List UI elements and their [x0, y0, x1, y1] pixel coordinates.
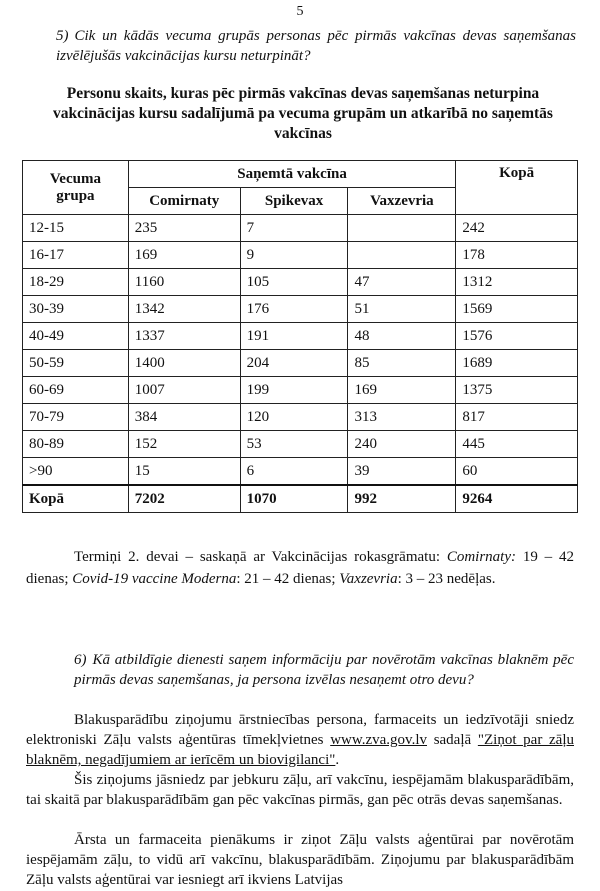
paragraph-1-after: .	[335, 752, 340, 768]
cell-vaxzevria	[348, 215, 456, 242]
table-row	[23, 269, 578, 296]
cell-comirnaty: 1007	[128, 377, 240, 404]
cell-comirnaty: 152	[128, 431, 240, 458]
cell-comirnaty: 7202	[128, 485, 240, 513]
cell-vaxzevria: 85	[348, 350, 456, 377]
paragraph-3-text: Ārsta un farmaceita pienākums ir ziņot Zāļu valsts aģentūrai par novērotām iespējamām zāļu, to vidū arī vakcīnu, blakusparādībām. Ziņojumu par blakusparādībām Zāļu valsts aģentūrai var iesniegt arī ikviens Latvijas	[26, 832, 574, 888]
cell-age: 18-29	[23, 269, 129, 296]
terms-vaxzevria-range: : 3 – 23 nedēļas.	[397, 571, 496, 587]
paragraph-obligation	[26, 830, 574, 890]
cell-total: 1689	[456, 350, 578, 377]
vaccination-table	[22, 160, 578, 513]
cell-vaxzevria: 313	[348, 404, 456, 431]
second-dose-terms	[26, 546, 574, 590]
report-section-link[interactable]: "Ziņot par zāļu blaknēm, negadījumiem ar ierīcēm un biovigilanci"	[26, 732, 574, 768]
header-comirnaty: Comirnaty	[128, 188, 240, 215]
question-6-text: Kā atbildīgie dienesti saņem informāciju par novērotām vakcīnas blaknēm pēc pirmās devas saņemšanas, ja persona izvēlas nesaņemt otro devu?	[74, 652, 574, 688]
cell-vaxzevria: 48	[348, 323, 456, 350]
table-row	[23, 458, 578, 486]
terms-moderna: Covid-19 vaccine Moderna	[72, 571, 237, 587]
cell-comirnaty: 1160	[128, 269, 240, 296]
table-total-row	[23, 485, 578, 513]
cell-age: 40-49	[23, 323, 129, 350]
cell-comirnaty: 384	[128, 404, 240, 431]
cell-spikevax: 105	[240, 269, 348, 296]
question-6-number: 6)	[74, 652, 87, 668]
cell-comirnaty: 1400	[128, 350, 240, 377]
cell-age: Kopā	[23, 485, 129, 513]
cell-vaxzevria: 51	[348, 296, 456, 323]
cell-total: 1576	[456, 323, 578, 350]
cell-age: 16-17	[23, 242, 129, 269]
paragraph-1-middle: sadaļā	[427, 732, 478, 748]
cell-vaxzevria: 240	[348, 431, 456, 458]
cell-age: 80-89	[23, 431, 129, 458]
header-total: Kopā	[456, 161, 578, 215]
table-row	[23, 242, 578, 269]
cell-comirnaty: 1342	[128, 296, 240, 323]
cell-total: 1569	[456, 296, 578, 323]
cell-vaxzevria: 47	[348, 269, 456, 296]
cell-age: 70-79	[23, 404, 129, 431]
cell-comirnaty: 169	[128, 242, 240, 269]
terms-vaxzevria: Vaxzevria	[339, 571, 398, 587]
paragraph-reporting	[26, 710, 574, 770]
cell-spikevax: 176	[240, 296, 348, 323]
header-received-vaccine: Saņemtā vakcīna	[128, 161, 456, 188]
cell-spikevax: 199	[240, 377, 348, 404]
cell-total: 9264	[456, 485, 578, 513]
cell-spikevax: 120	[240, 404, 348, 431]
terms-lead: Termiņi 2. devai – saskaņā ar Vakcinācijas rokasgrāmatu:	[74, 549, 447, 565]
cell-age: 60-69	[23, 377, 129, 404]
cell-spikevax: 7	[240, 215, 348, 242]
terms-comirnaty-range: 19 – 42 dienas;	[26, 549, 575, 587]
cell-age: 50-59	[23, 350, 129, 377]
cell-spikevax: 53	[240, 431, 348, 458]
table-row	[23, 215, 578, 242]
zva-website-link[interactable]: www.zva.gov.lv	[330, 732, 427, 748]
cell-age: 12-15	[23, 215, 129, 242]
cell-total: 817	[456, 404, 578, 431]
table-caption: Personu skaits, kuras pēc pirmās vakcīnas devas saņemšanas neturpina vakcinācijas kursu sadalījumā pa vecuma grupām un atkarībā no saņemtās vakcīnas	[53, 85, 553, 142]
cell-comirnaty: 1337	[128, 323, 240, 350]
question-5	[56, 26, 576, 66]
cell-total: 445	[456, 431, 578, 458]
terms-comirnaty: Comirnaty:	[446, 549, 516, 565]
terms-moderna-range: : 21 – 42 dienas;	[236, 571, 340, 587]
cell-vaxzevria: 169	[348, 377, 456, 404]
cell-spikevax: 6	[240, 458, 348, 486]
table-row	[23, 323, 578, 350]
header-age-group: Vecuma grupa	[23, 161, 129, 215]
cell-total: 242	[456, 215, 578, 242]
cell-vaxzevria: 992	[348, 485, 456, 513]
table-row	[23, 296, 578, 323]
paragraph-scope	[26, 770, 574, 810]
page-number: 5	[296, 4, 304, 19]
cell-spikevax: 9	[240, 242, 348, 269]
cell-total: 60	[456, 458, 578, 486]
cell-comirnaty: 235	[128, 215, 240, 242]
cell-comirnaty: 15	[128, 458, 240, 486]
table-row	[23, 404, 578, 431]
question-5-text: Cik un kādās vecuma grupās personas pēc pirmās vakcīnas devas saņemšanas izvēlējušās vakcinācijas kursu neturpināt?	[56, 28, 576, 64]
header-vaxzevria: Vaxzevria	[348, 188, 456, 215]
table-row	[23, 350, 578, 377]
question-6	[74, 650, 574, 690]
table-row	[23, 431, 578, 458]
cell-spikevax: 204	[240, 350, 348, 377]
cell-spikevax: 191	[240, 323, 348, 350]
paragraph-2-text: Šis ziņojums jāsniedz par jebkuru zāļu, arī vakcīnu, iespējamām blakusparādībām, tai skaitā par blakusparādībām gan pēc vakcīnas pirmās, gan pēc otrās devas saņemšanas.	[26, 772, 574, 808]
cell-vaxzevria: 39	[348, 458, 456, 486]
table-row	[23, 377, 578, 404]
paragraph-1-before: Blakusparādību ziņojumu ārstniecības persona, farmaceits un iedzīvotāji sniedz elektroniski Zāļu valsts aģentūras tīmekļvietnes	[26, 712, 574, 748]
cell-total: 1312	[456, 269, 578, 296]
cell-total: 178	[456, 242, 578, 269]
cell-vaxzevria	[348, 242, 456, 269]
question-5-number: 5)	[56, 28, 69, 44]
header-spikevax: Spikevax	[240, 188, 348, 215]
cell-total: 1375	[456, 377, 578, 404]
cell-spikevax: 1070	[240, 485, 348, 513]
cell-age: >90	[23, 458, 129, 486]
cell-age: 30-39	[23, 296, 129, 323]
